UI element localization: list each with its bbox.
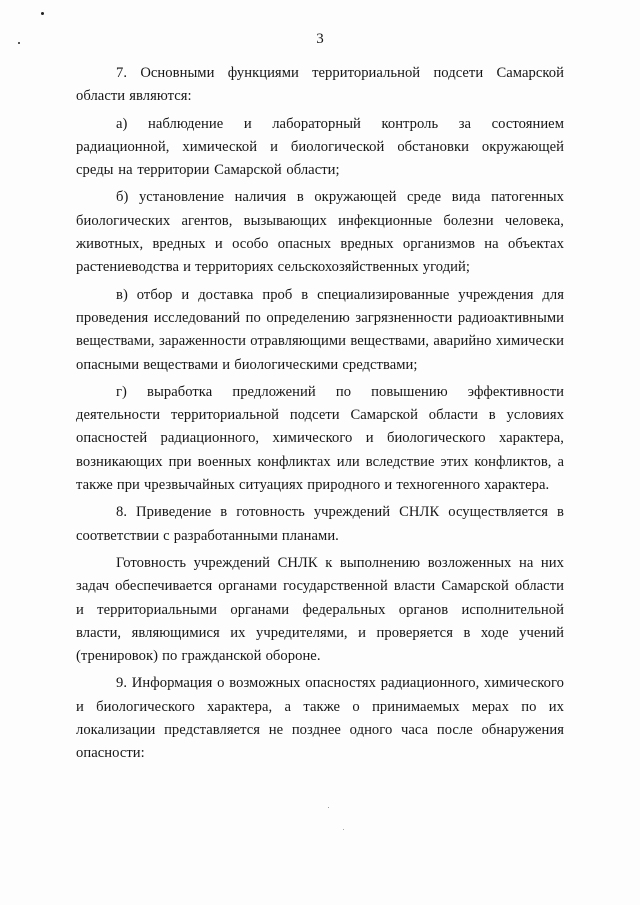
page-number: 3 (316, 31, 324, 47)
paragraph-item-9: 9. Информация о возможных опасностях радиационного, химического и биологического характера, а также о принимаемых мерах по их локализации представляется не позднее одного часа после обнаружения опасности: (76, 675, 564, 762)
scan-speck (328, 807, 329, 808)
paragraph-item-8: 8. Приведение в готовность учреждений СНЛК осуществляется в соответствии с разработанными планами. (76, 504, 564, 544)
paragraph-item-7: 7. Основными функциями территориальной подсети Самарской области являются: (76, 65, 564, 105)
paragraph-readiness: Готовность учреждений СНЛК к выполнению возложенных на них задач обеспечивается органами государственной власти Самарской области и территориальными органами федеральных органов исполнительной власти, являющимися их учредителями, и проверяется в ходе учений (тренировок) по гражданской обороне. (76, 554, 564, 665)
paragraph-subitem-g: г) выработка предложений по повышению эффективности деятельности территориальной подсети Самарской области в условиях опасностей радиационного, химического и биологического характера, возникающих при военных конфликтах или вследствие этих конфликтов, а также при чрезвычайных ситуациях природного и техногенного характера. (76, 383, 564, 494)
scan-speck (41, 12, 44, 15)
paragraph-subitem-a: а) наблюдение и лабораторный контроль за состоянием радиационной, химической и биологической обстановки окружающей среды на территории Самарской области; (76, 115, 564, 179)
paragraph-subitem-b: б) установление наличия в окружающей среде вида патогенных биологических агентов, вызывающих инфекционные болезни человека, животных, вредных и особо опасных вредных организмов на объектах растениеводства и территориях сельскохозяйственных угодий; (76, 189, 564, 276)
scan-speck (343, 829, 344, 830)
paragraph-subitem-v: в) отбор и доставка проб в специализированные учреждения для проведения исследований по определению загрязненности радиоактивными веществами, зараженности отравляющими веществами, аварийно химически опасными веществами и биологическими средствами; (76, 286, 564, 373)
document-body (76, 62, 564, 770)
